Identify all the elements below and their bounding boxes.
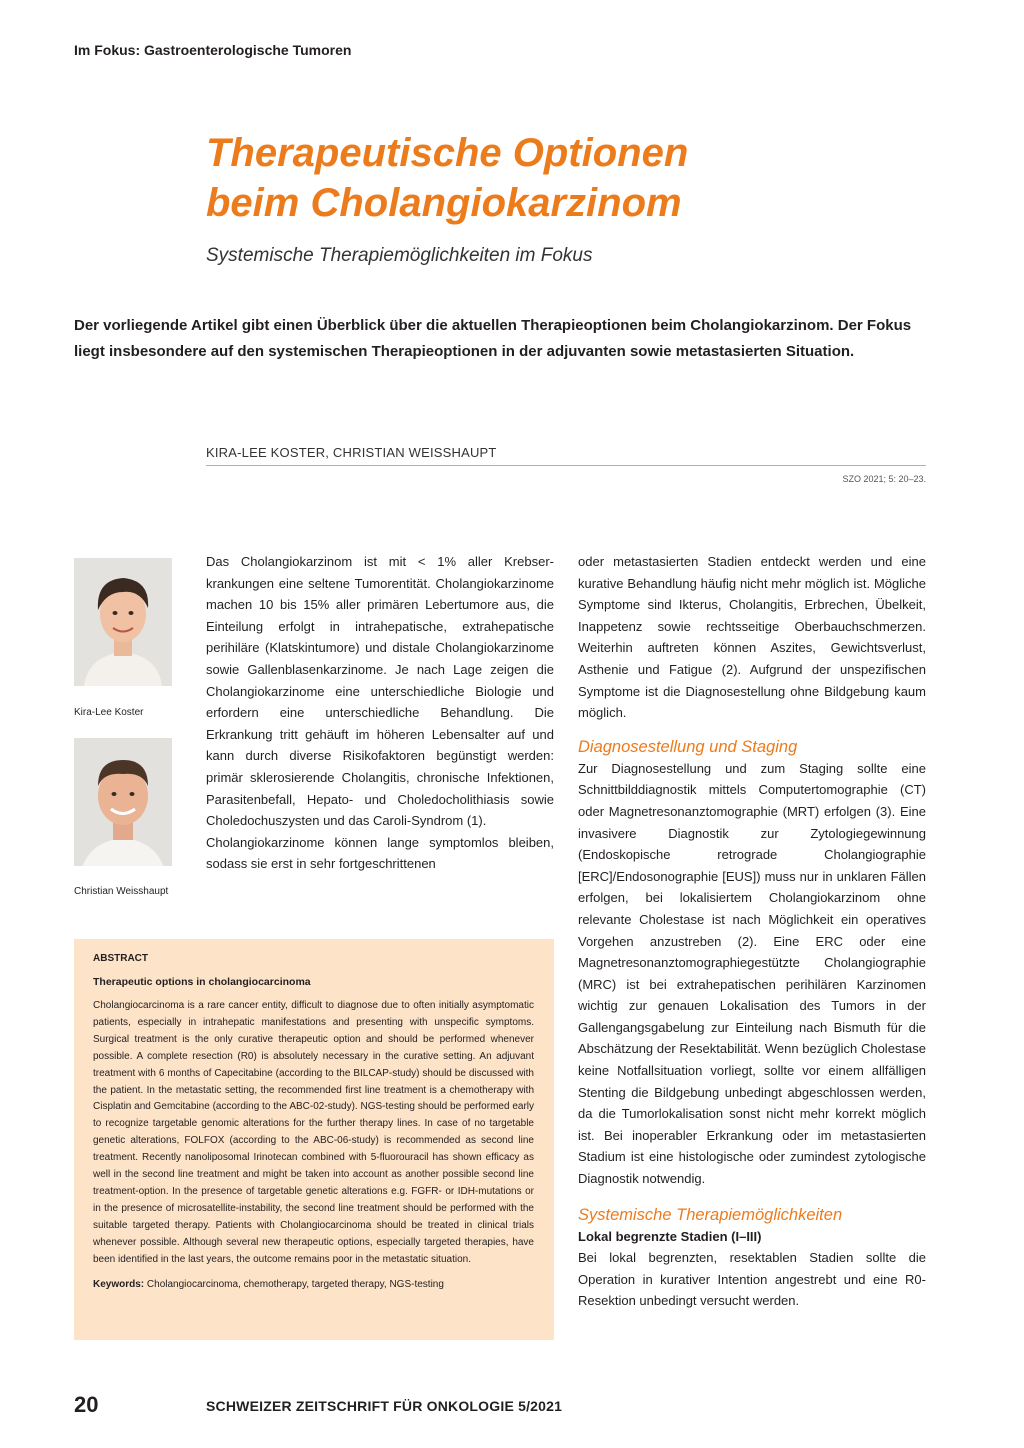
citation: SZO 2021; 5: 20–23. [842,474,926,484]
article-title [206,128,966,228]
article-title-line-2: beim Cholangiokarzinom [206,181,682,225]
keywords-label: Keywords: [93,1278,145,1290]
journal-name: SCHWEIZER ZEITSCHRIFT FÜR ONKOLOGIE 5/2021 [206,1398,563,1414]
abstract-label: ABSTRACT [93,953,148,964]
body-paragraph: Bei lokal begrenzten, resektablen Stadien sollte die Operation in kurativer Intention angestrebt und eine R0-Resektion unbedingt versucht werden. [578,1250,926,1309]
photo-caption-koster: Kira-Lee Koster [74,707,144,718]
body-paragraph: oder metastasierten Stadien entdeckt werden und eine kurative Behandlung häufig nicht mehr möglich ist. Mögliche Symptome sind Ikterus, Cholangitis, Erbrechen, Übelkeit, Inappetenz sowie rechtsseitige Oberbauchschmerzen. Weiterhin auftreten können Aszites, Gewichtsverlust, Asthenie und Fatigue (2). Aufgrund der unspezifischen Symptome ist die Diagnosestellung ohne Bildgebung kaum möglich. [578,554,926,721]
page-number: 20 [74,1392,99,1417]
subheading-lokal: Lokal begrenzte Stadien (I–III) [578,1228,762,1244]
portrait-image [74,558,172,686]
article-title-line-1: Therapeutische Optionen [206,131,689,175]
author-photo-weisshaupt [74,738,172,866]
author-photo-koster [74,558,172,686]
heading-diagnose: Diagnosestellung und Staging [578,737,798,756]
body-column-middle [206,551,554,875]
portrait-image [74,738,172,866]
abstract-title: Therapeutic options in cholangiocarcinoma [93,976,311,988]
abstract-text: Cholangiocarcinoma is a rare cancer entity, difficult to diagnose due to often initially asymptomatic patients, especially in intrahepatic manifestations and presenting with unspecific symptoms. Surgical treatment is the only curative therapeutic option and should be performed whenever possible. A complete resection (R0) is absolutely necessary in the curative setting. An adjuvant treatment with 6 months of Capecitabine (according to the BILCAP-study) should be discussed with the patient. In the metastatic setting, the recommended first line treatment is a chemotherapy with Cisplatin and Gemcitabine (according to the ABC-02-study). NGS-testing should be performed early to recognize targetable genomic alterations for the further therapy lines. In case of no targetable genetic alterations, FOLFOX (according to the ABC-06-study) is recommended as second line treatment. Recently nanoliposomal Irinotecan combined with 5-fluorouracil has shown efficacy as well in the second line treatment and might be taken into account as another possible second line treatment-option. In the presence of targetable genetic alterations e.g. FGFR- or IDH-mutations or in the presence of microsatellite-instability, the second line treatment should be performed with the suitable targeted therapy. Patients with Cholangiocarcinoma should be treated in clinical trials whenever possible. Although several new therapeutic options, especially targeted therapies, have been identified in the last years, the outcome remains poor in the metastatic situation. [93,1000,534,1265]
abstract-keywords [93,1277,534,1293]
body-paragraph: Cholangiokarzinome können lange symptomlos bleiben, sodass sie erst in sehr fortgeschrittenen [206,834,554,872]
body-column-right [578,551,926,1312]
authors: KIRA-LEE KOSTER, CHRISTIAN WEISSHAUPT [206,445,497,460]
abstract-box [74,939,554,1340]
section-label: Im Fokus: Gastroenterologische Tumoren [74,42,352,58]
article-subtitle: Systemische Therapiemöglichkeiten im Fokus [206,245,593,266]
lead-paragraph: Der vorliegende Artikel gibt einen Überblick über die aktuellen Therapieoptionen beim Cholangiokarzinom. Der Fokus liegt insbesondere auf den systemischen Therapieoptionen in der adjuvanten sowie metastasierten Situation. [74,317,912,360]
photo-caption-weisshaupt: Christian Weisshaupt [74,886,169,897]
body-paragraph: Das Cholangiokarzinom ist mit < 1% aller Krebserkrankungen eine seltene Tumorentität. Cholangiokarzinome machen 10 bis 15% aller primären Lebertumore aus, die Einteilung erfolgt in intrahepatische, extrahepatische perihiläre (Klatskintumore) und distale Cholangiokarzinome sowie Gallenblasenkarzinome. Je nach Lage zeigen die Cholangiokarzinome eine unterschiedliche Biologie und erfordern eine unterschiedliche Behandlung. Die Erkrankung tritt gehäuft im höheren Lebensalter auf und kann durch diverse Risikofaktoren begünstigt werden: primär sklerosierende Cholangitis, chronische Infektionen, Parasitenbefall, Hepato- und Choledocholithiasis sowie Choledochuszysten und das Caroli-Syndrom (1). [206,554,554,829]
keywords-text: Cholangiocarcinoma, chemotherapy, targeted therapy, NGS-testing [146,1278,444,1290]
heading-systemisch: Systemische Therapiemöglichkeiten [578,1205,843,1224]
divider [206,465,926,466]
body-paragraph: Zur Diagnosestellung und zum Staging sollte eine Schnittbilddiagnostik mittels Computertomographie (CT) oder Magnetresonanztomographie (MRT) erfolgen (3). Eine invasivere Diagnostik zur Zytologiegewinnung (Endoskopische retrograde Cholangiographie [ERC]/Endosonographie [EUS]) muss nur in unklaren Fällen erfolgen, bei lokalisiertem Cholangiokarzinom ohne relevante Cholestase ist nach Möglichkeit ein operatives Vorgehen anzustreben (2). Eine ERC oder eine Magnetresonanztomographiegestützte Cholangiographie (MRC) ist bei extrahepatischen perihilären Karzinomen wichtig zur genauen Lokalisation des Tumors in der Gallengangsgabelung zur Einteilung nach Bismuth für die Abschätzung der Resektabilität. Wenn bezüglich Cholestase keine Notfallsituation vorliegt, sollte vor einem allfälligen Stenting die Bildgebung unbedingt abgeschlossen werden, da die Tumorlokalisation sonst nicht mehr korrekt möglich ist. Bei inoperabler Erkrankung oder im metastasierten Stadium ist eine histologische oder zumindest zytologische Diagnostik notwendig. [578,760,926,1187]
